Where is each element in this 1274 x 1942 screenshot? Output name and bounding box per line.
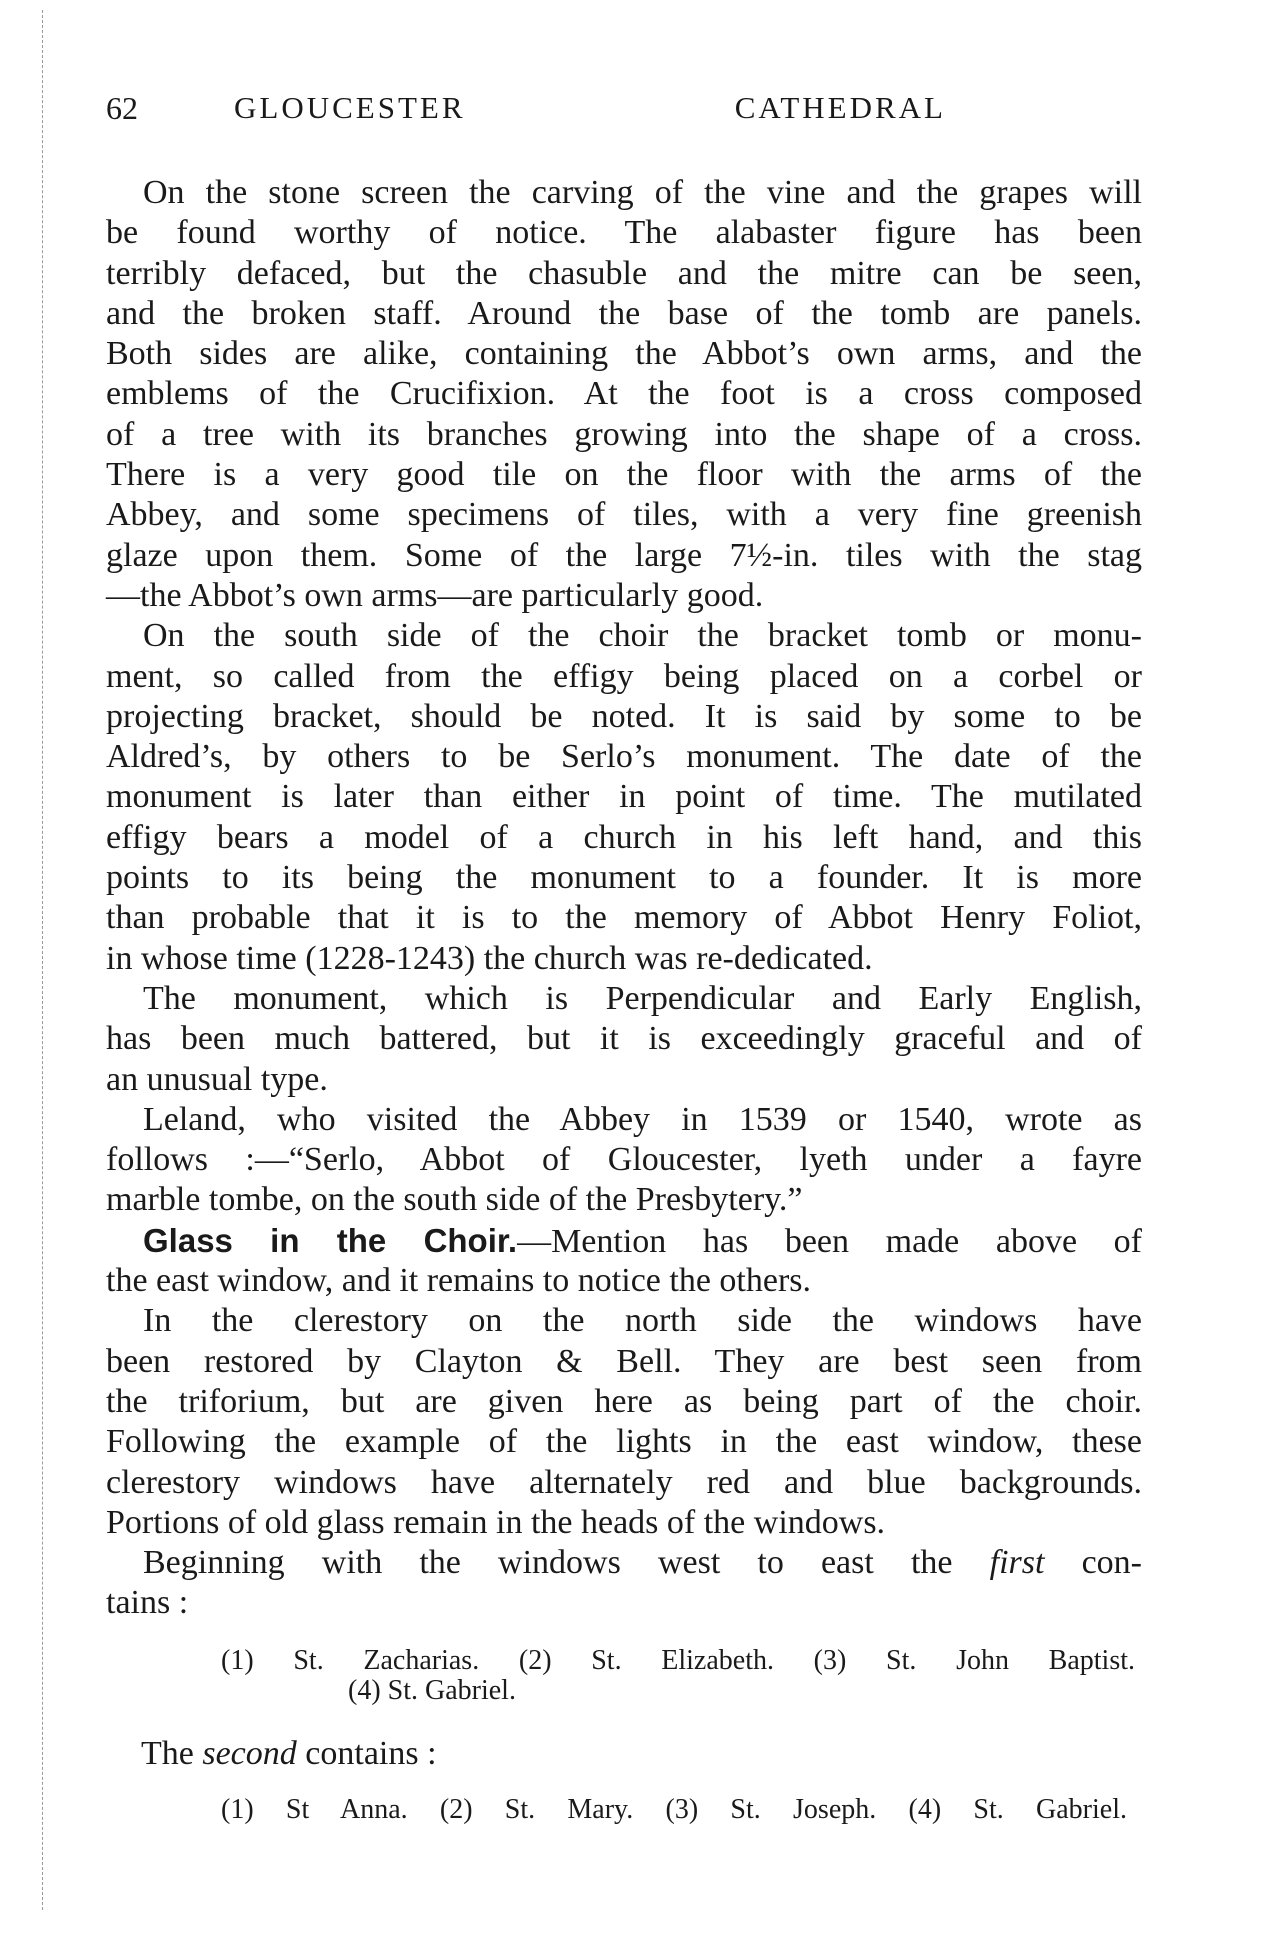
running-title: GLOUCESTER CATHEDRAL [234, 90, 946, 125]
text-segment: —Mention has been made above of [517, 1222, 1142, 1260]
first-window-list-line-1: (1) St. Zacharias. (2) St. Elizabeth. (3) St. John Baptist. [221, 1645, 1135, 1676]
text-segment: Portions of old glass remain in the heads of the windows. [106, 1503, 886, 1541]
text-line [106, 536, 1142, 576]
text-segment: glaze upon them. Some of the large 7½-in. tiles with the stag [106, 536, 1142, 574]
text-segment: —the Abbot’s own arms—are particularly good. [106, 576, 764, 614]
text-segment: ment, so called from the effigy being placed on a corbel or [106, 657, 1142, 695]
text-segment: In the clerestory on the north side the windows have [143, 1302, 1142, 1340]
text-line [106, 576, 1142, 616]
text-segment: of a tree with its branches growing into the shape of a cross. [106, 415, 1142, 453]
text-segment: marble tombe, on the south side of the Presbytery.” [106, 1181, 803, 1219]
text-line [106, 455, 1142, 495]
text-segment: There is a very good tile on the floor with the arms of the [106, 456, 1142, 494]
text-segment: points to its being the monument to a founder. It is more [106, 859, 1142, 897]
first-window-list-line-2: (4) St. Gabriel. [348, 1675, 516, 1706]
text-line [106, 294, 1142, 334]
text-line [106, 858, 1142, 898]
text-segment: tains : [106, 1584, 189, 1622]
text-segment: The monument, which is Perpendicular and Early English, [143, 979, 1142, 1017]
text-line [106, 777, 1142, 817]
text-segment: and the broken staff. Around the base of the tomb are panels. [106, 294, 1142, 332]
text-segment: Both sides are alike, containing the Abbot’s own arms, and the [106, 335, 1142, 373]
text-segment: than probable that it is to the memory of Abbot Henry Foliot, [106, 899, 1142, 937]
text-line [106, 898, 1142, 938]
intro-text: contains : [296, 1735, 437, 1772]
text-line [106, 1382, 1142, 1422]
text-segment: be found worthy of notice. The alabaster figure has been [106, 214, 1142, 252]
text-line [106, 1060, 1142, 1100]
text-line [106, 1301, 1142, 1341]
text-segment: in whose time (1228-1243) the church was re-dedicated. [106, 939, 873, 977]
text-line [106, 657, 1142, 697]
text-segment: Following the example of the lights in the east window, these [106, 1423, 1142, 1461]
text-line [106, 495, 1142, 535]
text-line [106, 939, 1142, 979]
section-heading: Glass in the Choir. [143, 1221, 518, 1259]
text-line [106, 1543, 1142, 1583]
text-line [106, 697, 1142, 737]
text-segment: been restored by Clayton & Bell. They are best seen from [106, 1342, 1142, 1380]
text-line [106, 1180, 1142, 1220]
text-line [106, 254, 1142, 294]
text-segment: Beginning with the windows west to east the [143, 1544, 990, 1582]
text-segment: follows :—“Serlo, Abbot of Gloucester, lyeth under a fayre [106, 1141, 1142, 1179]
text-segment: Aldred’s, by others to be Serlo’s monument. The date of the [106, 738, 1142, 776]
text-line [106, 1019, 1142, 1059]
text-line [106, 173, 1142, 213]
text-line [106, 1503, 1142, 1543]
text-line [106, 1463, 1142, 1503]
second-window-intro [141, 1734, 437, 1774]
text-line [106, 1100, 1142, 1140]
text-segment: projecting bracket, should be noted. It is said by some to be [106, 697, 1142, 735]
text-segment: Leland, who visited the Abbey in 1539 or 1540, wrote as [143, 1100, 1142, 1138]
text-line [106, 1422, 1142, 1462]
text-segment: terribly defaced, but the chasuble and the mitre can be seen, [106, 254, 1142, 292]
text-segment: On the south side of the choir the bracket tomb or monu- [143, 617, 1142, 655]
text-segment: clerestory windows have alternately red and blue backgrounds. [106, 1463, 1142, 1501]
text-line [106, 616, 1142, 656]
text-line [106, 1342, 1142, 1382]
text-line [106, 1221, 1142, 1261]
text-line [106, 1261, 1142, 1301]
text-line [106, 334, 1142, 374]
page-number: 62 [106, 90, 138, 126]
text-segment: effigy bears a model of a church in his left hand, and this [106, 818, 1142, 856]
emphasis: first [989, 1544, 1045, 1582]
page-edge-rule [42, 10, 43, 1910]
text-segment: the east window, and it remains to notice the others. [106, 1262, 812, 1300]
body-text [106, 173, 1142, 1624]
text-line [106, 415, 1142, 455]
text-line [106, 737, 1142, 777]
text-segment: On the stone screen the carving of the vine and the grapes will [143, 174, 1142, 211]
text-line [106, 1140, 1142, 1180]
text-segment: monument is later than either in point of time. The mutilated [106, 778, 1142, 816]
second-window-list: (1) St Anna. (2) St. Mary. (3) St. Joseph. (4) St. Gabriel. [221, 1794, 1127, 1825]
text-line [106, 818, 1142, 858]
text-segment: emblems of the Crucifixion. At the foot is a cross composed [106, 375, 1142, 413]
text-line [106, 1583, 1142, 1623]
intro-text: The [141, 1735, 203, 1772]
text-segment: the triforium, but are given here as being part of the choir. [106, 1382, 1142, 1420]
text-line [106, 979, 1142, 1019]
text-segment: Abbey, and some specimens of tiles, with a very fine greenish [106, 496, 1142, 534]
text-segment: con- [1044, 1544, 1142, 1582]
text-segment: has been much battered, but it is exceedingly graceful and of [106, 1020, 1142, 1058]
intro-emphasis: second [202, 1735, 297, 1772]
text-line [106, 374, 1142, 414]
text-line [106, 213, 1142, 253]
text-segment: an unusual type. [106, 1060, 328, 1098]
